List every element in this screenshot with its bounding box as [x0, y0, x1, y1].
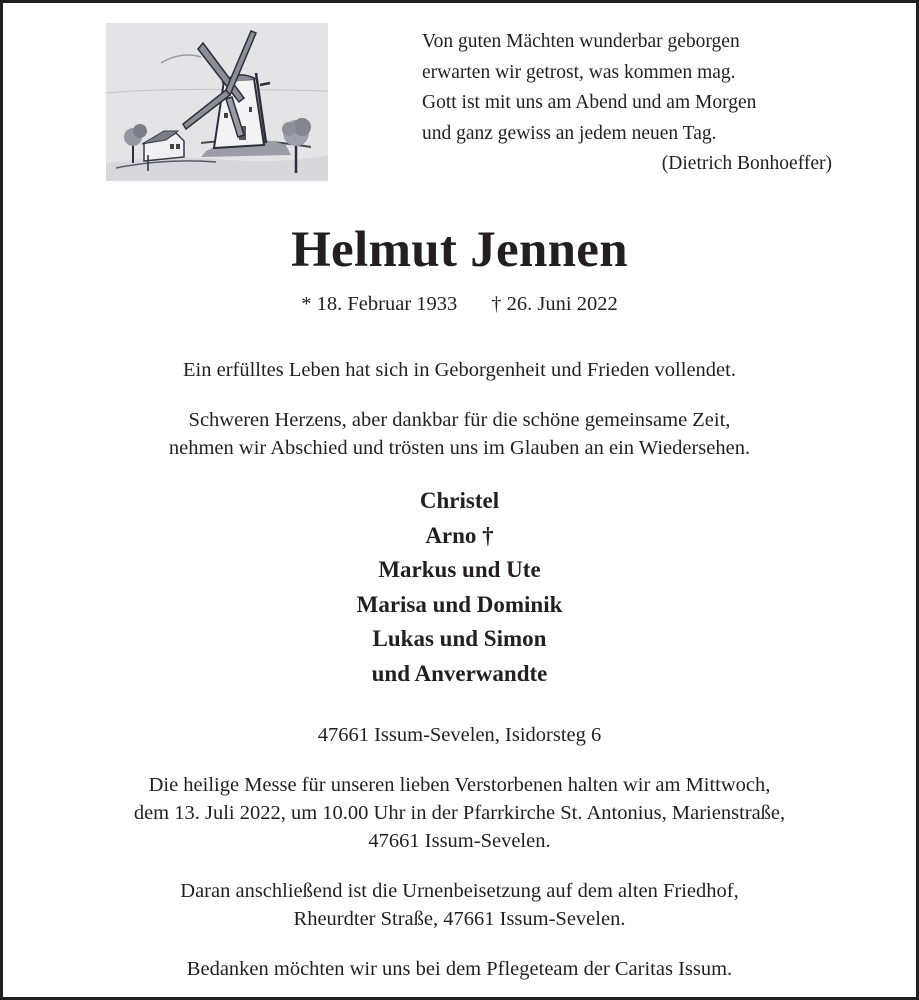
family-member: Christel — [419, 488, 500, 513]
life-dates — [3, 290, 916, 318]
farewell-text — [3, 406, 916, 462]
burial-line: Rheurdter Straße, 47661 Issum-Sevelen. — [293, 908, 626, 930]
farewell-line: nehmen wir Abschied und trösten uns im Glauben an ein Wiedersehen. — [168, 437, 751, 459]
intro-line: Ein erfülltes Leben hat sich in Geborgenheit und Frieden vollendet. — [183, 359, 736, 381]
burial-line: Daran anschließend ist die Urnenbeisetzung auf dem alten Friedhof, — [180, 880, 739, 902]
mass-line: dem 13. Juli 2022, um 10.00 Uhr in der Pfarrkirche St. Antonius, Marienstraße, — [133, 802, 786, 824]
windmill-sketch-icon — [106, 23, 328, 181]
burial-info — [3, 877, 916, 933]
poem-quote — [422, 27, 842, 180]
deceased-name: Helmut Jennen — [291, 222, 628, 278]
farewell-line: Schweren Herzens, aber dankbar für die schöne gemeinsame Zeit, — [188, 409, 731, 431]
poem-line: Von guten Mächten wunderbar geborgen — [422, 31, 740, 52]
mass-line: 47661 Issum-Sevelen. — [368, 830, 551, 852]
family-address — [3, 721, 916, 749]
family-member: Lukas und Simon — [372, 626, 547, 651]
poem-author: (Dietrich Bonhoeffer) — [661, 153, 832, 174]
birth-date: * 18. Februar 1933 — [301, 293, 458, 315]
family-member: Arno † — [425, 522, 494, 548]
family-list — [3, 484, 916, 691]
poem-line: erwarten wir getrost, was kommen mag. — [422, 61, 736, 83]
poem-line: und ganz gewiss an jedem neuen Tag. — [422, 122, 717, 144]
poem-line: Gott ist mit uns am Abend und am Morgen — [422, 92, 757, 113]
thanks-line: Bedanken möchten wir uns bei dem Pflegeteam der Caritas Issum. — [186, 958, 733, 980]
family-member: Marisa und Dominik — [356, 591, 563, 617]
family-member: Markus und Ute — [378, 557, 541, 582]
mass-line: Die heilige Messe für unseren lieben Verstorbenen halten wir am Mittwoch, — [148, 774, 771, 796]
mass-info — [3, 771, 916, 855]
address-line: 47661 Issum-Sevelen, Isidorsteg 6 — [317, 724, 602, 746]
windmill-illustration — [106, 23, 328, 181]
thanks-text — [3, 955, 916, 983]
intro-text — [3, 356, 916, 384]
death-date: † 26. Juni 2022 — [491, 293, 618, 315]
family-member: und Anverwandte — [371, 660, 548, 686]
